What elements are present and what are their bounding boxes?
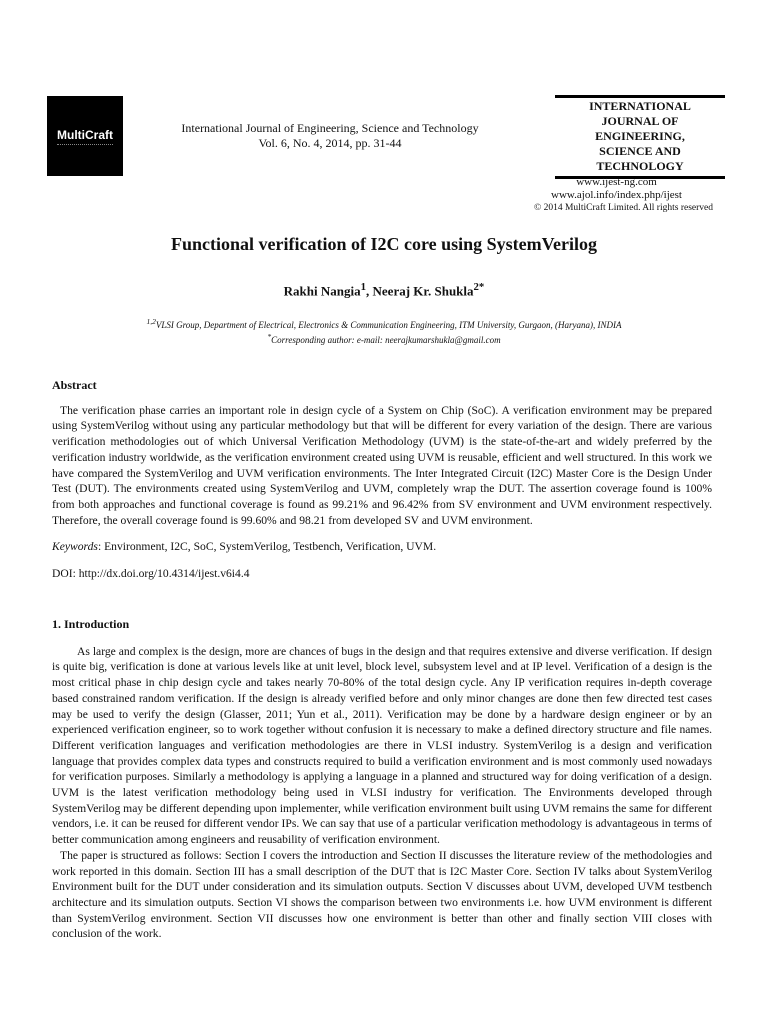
journal-name: International Journal of Engineering, Science and Technology — [181, 121, 479, 135]
introduction-section — [52, 617, 712, 942]
doi-link[interactable]: DOI: http://dx.doi.org/10.4314/ijest.v6i4.4 — [52, 567, 250, 581]
affiliation: VLSI Group, Department of Electrical, Electronics & Communication Engineering, ITM University, Gurgaon, (Haryana), INDIA — [155, 320, 622, 330]
intro-paragraph: The paper is structured as follows: Section I covers the introduction and Section II discusses the literature review of the methodologies and work reported in this domain. Section III has a small description of the DUT that is I2C Master Core. Section IV talks about SystemVerilog Environment built for the DUT under consideration and its simulation outputs. Section V discusses about UVM, developed UVM testbench architecture and its simulation outputs. Section VI shows the comparison between two environments i.e. how UVM environment is different than SystemVerilog environment. Section VII discusses how one environment is better than other and finally section VIII closes with conclusion of the work. — [52, 848, 712, 941]
corresponding-author: Corresponding author: e-mail: neerajkumarshukla@gmail.com — [271, 335, 501, 345]
journal-box-line: INTERNATIONAL — [589, 99, 691, 113]
journal-volume: Vol. 6, No. 4, 2014, pp. 31-44 — [258, 136, 402, 150]
paper-title: Functional verification of I2C core using SystemVerilog — [171, 234, 597, 254]
author-2: Neeraj Kr. Shukla — [372, 283, 474, 299]
journal-url-1[interactable]: www.ijest-ng.com — [576, 176, 657, 188]
keywords: Keywords: Environment, I2C, SoC, SystemVerilog, Testbench, Verification, UVM. — [52, 540, 437, 554]
journal-url-2[interactable]: www.ajol.info/index.php/ijest — [551, 189, 682, 201]
journal-box-line: SCIENCE AND — [599, 144, 681, 158]
authors: Rakhi Nangia$^1$, Neeraj Kr. Shukla$^{2*}$ — [283, 281, 485, 299]
journal-links — [480, 176, 713, 215]
abstract-text: The verification phase carries an important role in design cycle of a System on Chip (SoC). A verification environment may be prepared using SystemVerilog without using any particular methodology but that will be different for every variation of the design. There are various verification methodologies out of which Universal Verification Methodology (UVM) is the state-of-the-art and widely preferred by the verification industry worldwide, as the verification environment created using UVM is reusable, efficient and well structured. In this work we have compared the SystemVerilog and UVM verification environments. The Inter Integrated Circuit (I2C) Master Core is the Design Under Test (DUT). The environments created using SystemVerilog and UVM, completely wrap the DUT. The assertion coverage found is 100% from both approaches and functional coverage is found as 99.21% and 96.42% from SV environment and UVM environment respectively. Therefore, the overall coverage found is 99.60% and 98.21 from developed SV and UVM environment. — [52, 403, 712, 527]
journal-title-box — [555, 95, 725, 179]
copyright: © 2014 MultiCraft Limited. All rights reserved — [534, 203, 713, 213]
multicraft-logo: MultiCraft — [47, 96, 123, 176]
abstract-heading: Abstract — [52, 378, 97, 392]
journal-box-line: TECHNOLOGY — [596, 159, 684, 173]
introduction-heading: 1. Introduction — [52, 617, 130, 631]
affiliations: $^{1,2}$VLSI Group, Department of Electrical, Electronics & Communication Engineering, ITM University, Gurgaon, (Haryana), INDIA *Corresponding author: e-mail: neerajkumarshukla@gmail.com — [146, 317, 622, 345]
journal-box-line: ENGINEERING, — [595, 129, 685, 143]
abstract-section — [52, 378, 712, 582]
journal-box-line: JOURNAL OF — [601, 114, 679, 128]
author-1: Rakhi Nangia — [283, 283, 361, 299]
journal-info — [150, 121, 510, 151]
intro-paragraph: As large and complex is the design, more are chances of bugs in the design and that requires extensive and diverse verification. If design is quite big, verification is done at various levels like at unit level, block level, subsystem level and at IP level. Verification of a design is the most critical phase in chip design cycle and takes nearly 70-80% of the total design cycle. Any IP verification requires in-depth coverage based constrained random verification. If the design is already verified before and only minor changes are done then few directed test cases may be used to verify the design (Glasser, 2011; Yun et al., 2011). Verification may be done by a hardware design engineer or by an experienced verification engineer, so to work together without confusion it is necessary to make a defined directory structure and file names. Different verification languages and verification methodologies are there in VLSI industry. SystemVerilog is a design and verification language that provides complex data types and constructs required to build a verification environment and is most commonly used nowadays for verification purposes. Similarly a methodology is applying a language in a planned and structured way for doing verification of a design. UVM is the latest verification methodology being used in VLSI industry for verification. The Environments developed through SystemVerilog may be different depending upon implementer, while verification environment built using UVM remains the same for different vendors, i.e. it can be reused for different vendor IPs. We can say that use of a particular verification methodology is advantageous in terms of better communication among engineers and reusability of verification environment. — [52, 644, 712, 847]
